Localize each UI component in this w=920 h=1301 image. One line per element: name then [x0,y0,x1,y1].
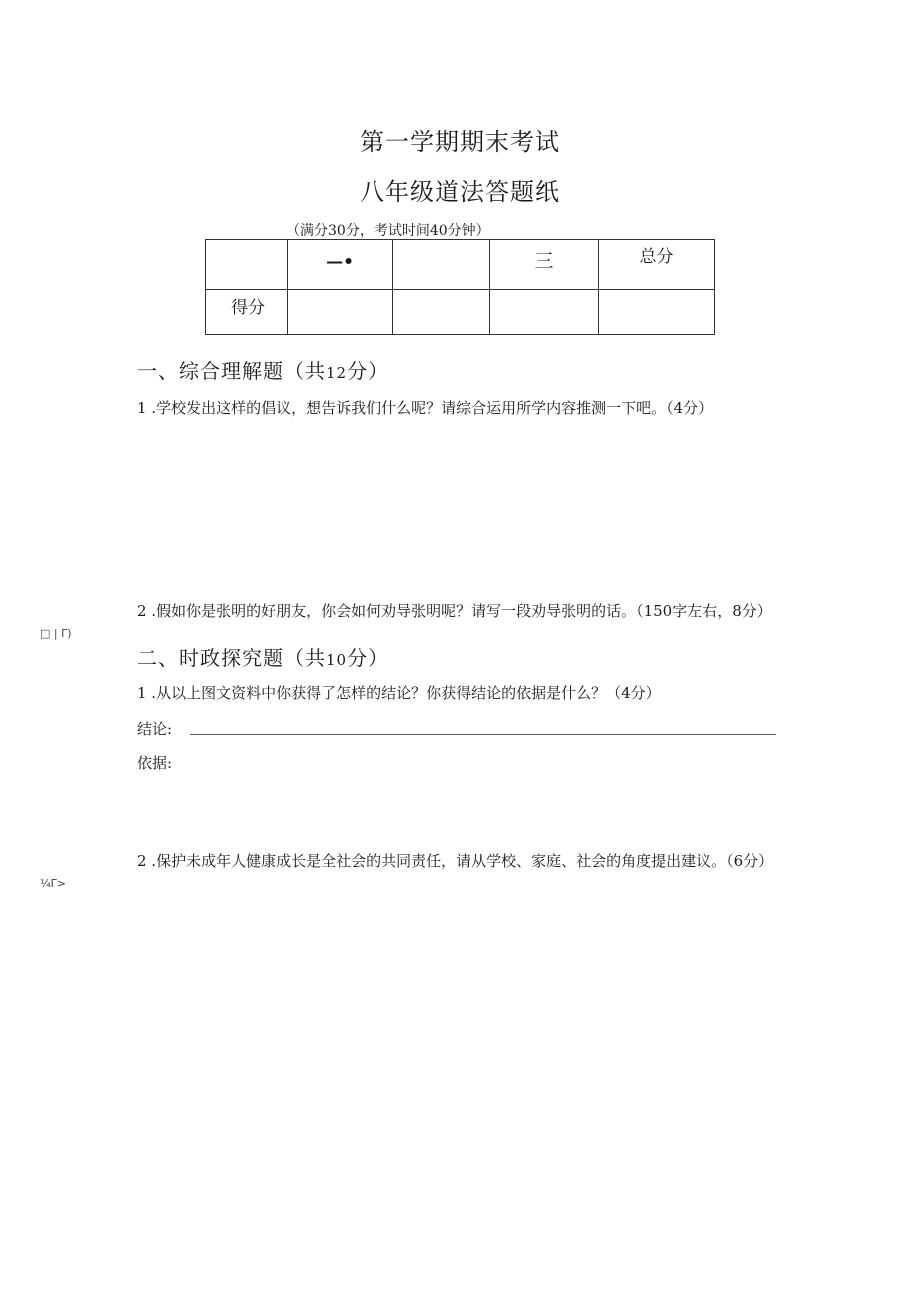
section1-question-2: 2 .假如你是张明的好朋友，你会如何劝导张明呢？请写一段劝导张明的话。（150字左右，8分） [137,602,772,620]
score-col-one: —• [288,240,393,290]
score-cell-three[interactable] [490,290,599,335]
section1-heading-points: 12 [326,364,348,382]
score-col-two [393,240,490,290]
exam-info: （满分30分，考试时间40分钟） [286,223,490,239]
section2-question-2: 2 .保护未成年人健康成长是全社会的共同责任，请从学校、家庭、社会的角度提出建议。（6分） [137,852,774,870]
score-table [205,239,715,335]
score-table-header-row [206,240,715,290]
section1-heading [137,355,389,384]
section1-heading-text: 一、综合理解题（共 [137,359,326,383]
section2-heading-text: 二、时政探究题（共 [137,646,326,670]
answer-sheet-title: 八年级道法答题纸 [360,178,560,206]
section2-heading-end: 分） [347,646,390,670]
score-col-three: 三 [490,240,599,290]
score-row-label: 得分 [206,290,288,335]
score-cell-two[interactable] [393,290,490,335]
section2-question-1: 1 .从以上图文资料中你获得了怎样的结论？你获得结论的依据是什么？（4分） [137,684,661,702]
section1-question-1: 1 .学校发出这样的倡议，想告诉我们什么呢？请综合运用所学内容推测一下吧。（4分） [137,399,714,417]
score-cell-one[interactable] [288,290,393,335]
conclusion-answer-line[interactable] [190,734,776,735]
basis-label: 依据: [137,754,173,772]
score-table-corner [206,240,288,290]
score-table-score-row [206,290,715,335]
conclusion-label: 结论: [137,720,173,738]
score-col-total: 总分 [599,240,715,290]
exam-title: 第一学期期末考试 [360,128,560,156]
section2-margin-mark: ¼Γ> [40,877,67,890]
section1-margin-mark: □ | Γ) [40,627,72,640]
section2-heading-points: 10 [326,651,348,669]
section2-heading [137,642,389,671]
score-cell-total[interactable] [599,290,715,335]
section1-heading-end: 分） [347,359,390,383]
